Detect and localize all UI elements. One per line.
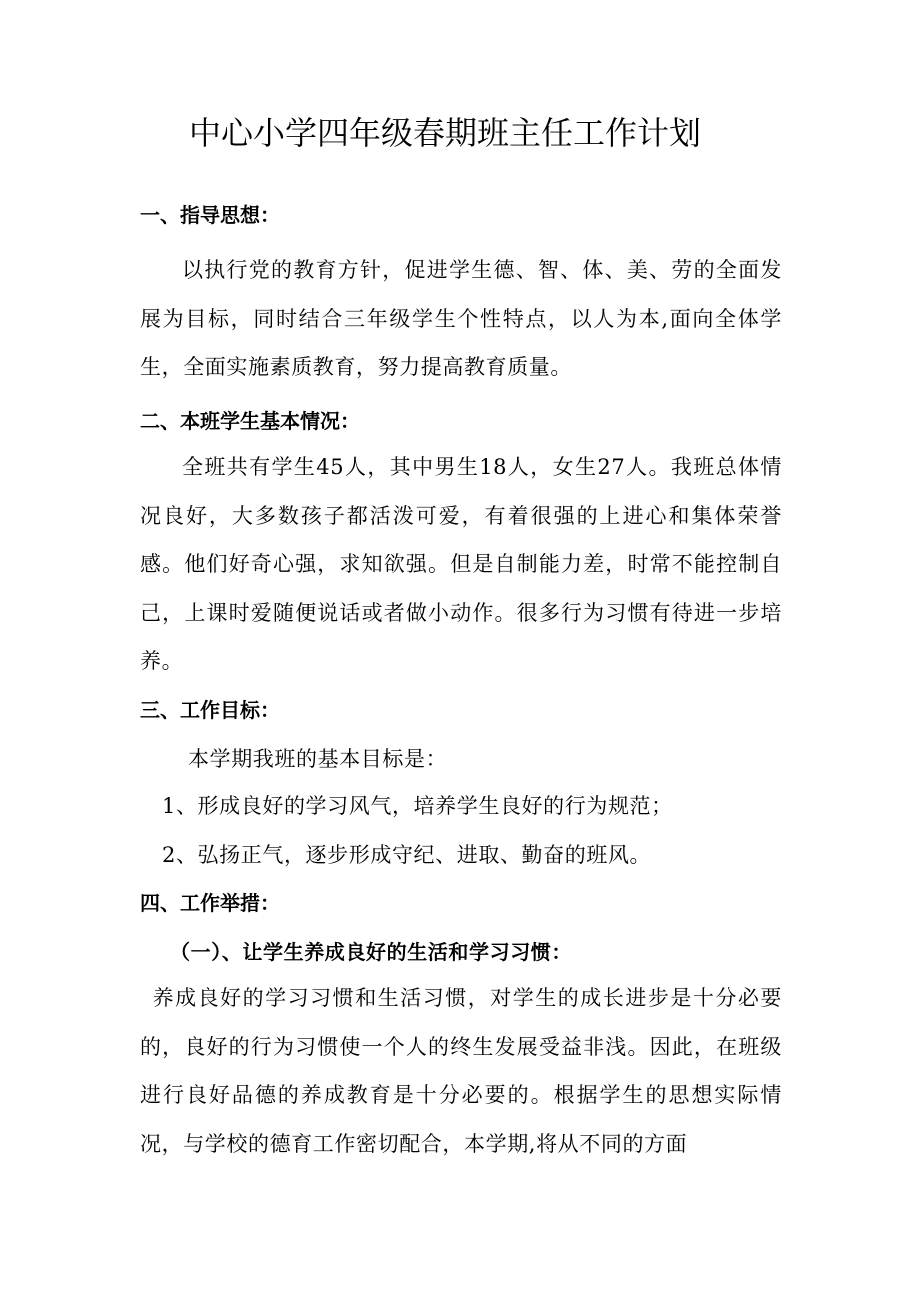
- subsection-heading-habits: （一）、让学生养成良好的生活和学习习惯：: [170, 940, 572, 964]
- goal-item: 1、形成良好的学习风气，培养学生良好的行为规范；: [162, 794, 673, 818]
- document-title: 中心小学四年级春期班主任工作计划: [188, 114, 701, 152]
- paragraph-guiding-thought: 以执行党的教育方针，促进学生德、智、体、美、劳的全面发展为目标，同时结合三年级学生个性特点，以人为本,面向全体学生，全面实施素质教育，努力提高教育质量。: [140, 258, 782, 379]
- paragraph-class-situation: 全班共有学生45人，其中男生18人，女生27人。我班总体情况良好，大多数孩子都活泼可爱，有着很强的上进心和集体荣誉感。他们好奇心强，求知欲强。但是自制能力差，时常不能控制自己，上课时爱随便说话或者做小动作。很多行为习惯有待进一步培养。: [140, 455, 782, 673]
- section-heading-guiding-thought: 一、指导思想：: [140, 203, 280, 227]
- paragraph-habits: 养成良好的学习习惯和生活习惯，对学生的成长进步是十分必要的，良好的行为习惯使一个人的终生发展受益非浅。因此，在班级进行良好品德的养成教育是十分必要的。根据学生的思想实际情况，与学校的德育工作密切配合，本学期,将从不同的方面: [140, 986, 782, 1156]
- section-heading-work-goals: 三、工作目标：: [140, 698, 280, 722]
- section-heading-class-situation: 二、本班学生基本情况：: [140, 409, 360, 433]
- goal-item: 2、弘扬正气，逐步形成守纪、进取、勤奋的班风。: [162, 843, 652, 867]
- goals-intro: 本学期我班的基本目标是：: [188, 747, 448, 771]
- section-heading-work-measures: 四、工作举措：: [140, 891, 280, 915]
